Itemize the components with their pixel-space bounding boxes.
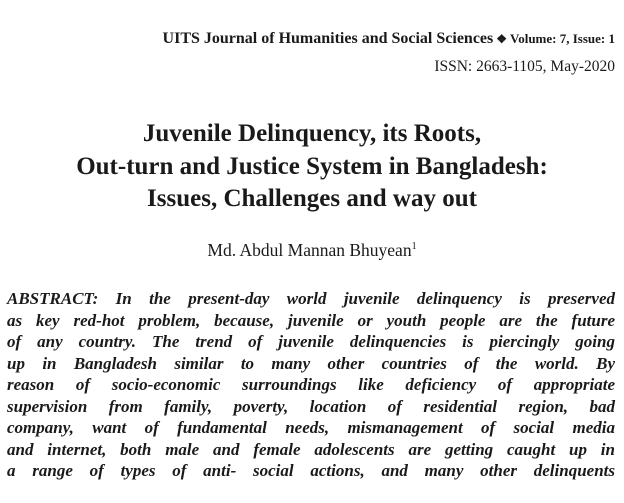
abstract-line: company, want of fundamental needs, mismanagement of social media bbox=[7, 418, 615, 437]
volume-issue: Volume: 7, Issue: 1 bbox=[510, 31, 615, 46]
abstract-line: as key red-hot problem, because, juvenile or youth people are the future bbox=[7, 310, 615, 330]
issn-date: ISSN: 2663-1105, May-2020 bbox=[434, 58, 615, 75]
abstract-line: reason of socio-economic surroundings like deficiency of appropriate bbox=[7, 375, 615, 394]
abstract-line: up in Bangladesh similar to many other countries of the world. By bbox=[7, 353, 615, 373]
title-line: Issues, Challenges and way out bbox=[147, 185, 477, 212]
author-byline bbox=[0, 240, 624, 260]
abstract-paragraph bbox=[7, 288, 615, 482]
title-line: Juvenile Delinquency, its Roots, bbox=[142, 120, 482, 147]
abstract-line: of any country. The trend of juvenile delinquencies is piercingly going bbox=[7, 332, 615, 351]
abstract-line: supervision from family, poverty, location of residential region, bad bbox=[7, 396, 615, 416]
title-line: Out-turn and Justice System in Bangladesh: bbox=[76, 152, 548, 180]
abstract-line: ABSTRACT: In the present-day world juvenile delinquency is preserved bbox=[7, 289, 615, 308]
paper-title bbox=[0, 118, 624, 216]
abstract-line: and internet, both male and female adolescents are getting caught up in bbox=[7, 439, 615, 459]
abstract-line: a range of types of anti- social actions, and many other delinquents bbox=[7, 461, 615, 480]
journal-header bbox=[163, 30, 615, 48]
journal-name: UITS Journal of Humanities and Social Sciences bbox=[162, 30, 494, 47]
diamond-separator-icon: ❖ bbox=[496, 32, 508, 46]
author-footnote-marker: 1 bbox=[411, 241, 417, 252]
author-name: Md. Abdul Mannan Bhuyean bbox=[207, 240, 412, 260]
